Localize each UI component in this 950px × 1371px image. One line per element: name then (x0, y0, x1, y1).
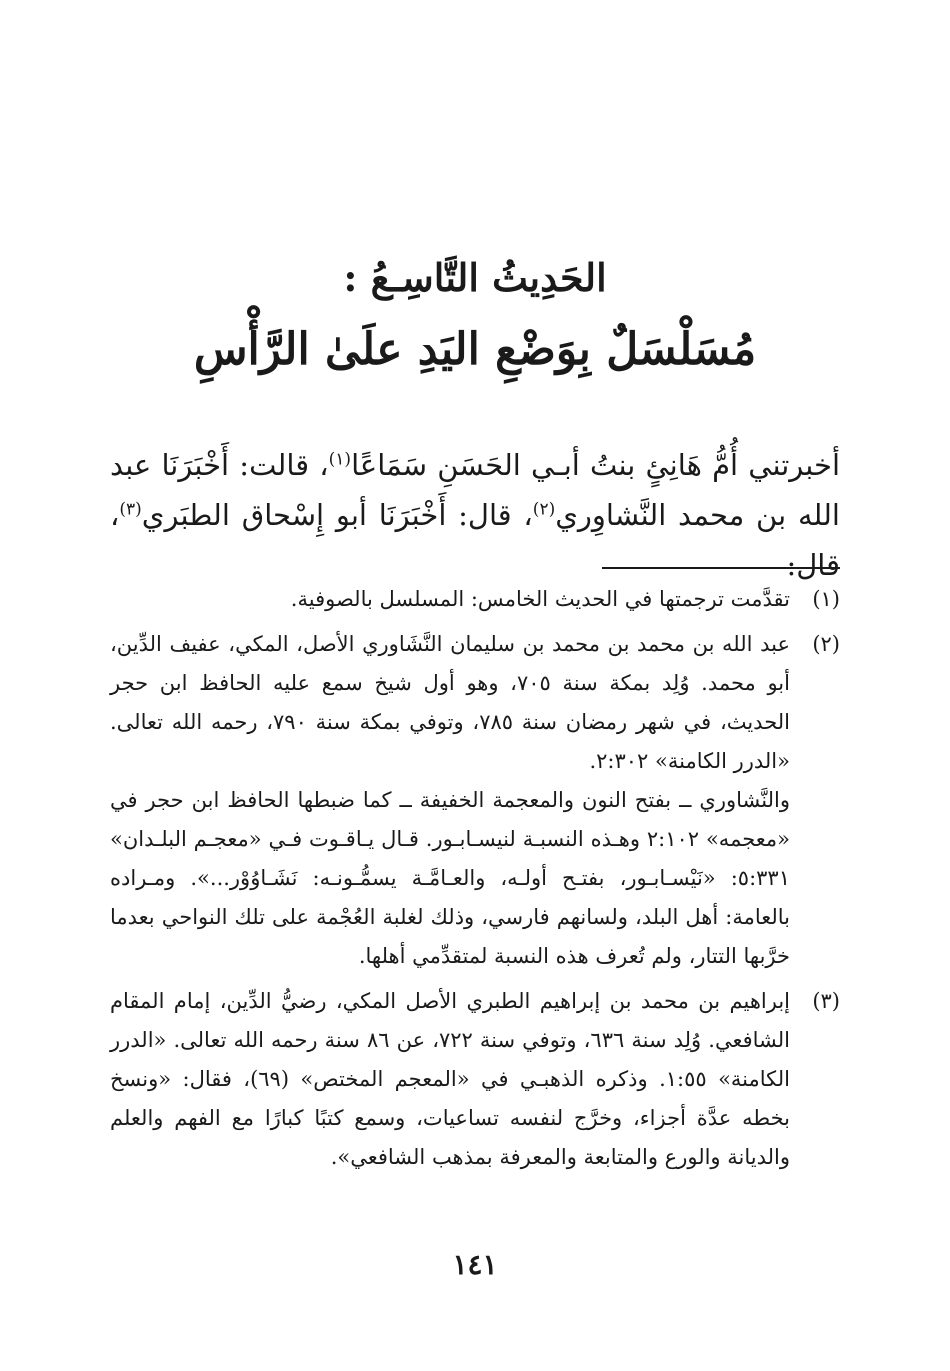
main-text-part: ، قالت: أَخْبَرَنَا عبد الله بن محمد النَّشاوِري (110, 448, 840, 532)
footnote-paragraph: تقدَّمت ترجمتها في الحديث الخامس: المسلسل بالصوفية. (290, 587, 790, 611)
page-number: ١٤١ (452, 1248, 498, 1281)
footnote-body (110, 580, 790, 619)
footnote-paragraph: إبراهيم بن محمد بن إبراهيم الطبري الأصل المكي، رضيُّ الدِّين، إمام المقام الشافعي. وُلِد سنة ٦٣٦، وتوفي سنة ٧٢٢، عن ٨٦ سنة رحمه الله تعالى. «الدرر الكامنة» ١:٥٥. وذكره الذهبـي في «المعجم المختص» (٦٩)، فقال: «ونسخ بخطه عدَّة أجزاء، وخرَّج لنفسه تساعيات، وسمع كتبًا كبارًا مع الفهم والعلم والديانة والورع والمتابعة والمعرفة بمذهب الشافعي». (110, 989, 790, 1169)
hadith-title: مُسَلْسَلٌ بِوَضْعِ اليَدِ علَىٰ الرَّأْسِ (193, 324, 757, 375)
footnote-paragraph: والنَّشاوري ــ بفتح النون والمعجمة الخفيفة ــ كما ضبطها الحافظ ابن حجر في «معجمه» ٢:١٠٢ وهـذه النسبـة لنيسـابـور. قـال يـاقـوت فـي «معجـم البلـدان» ٥:٣٣١: «نَيْسـابـور، بفتـح أولـه، والعـامَّـة يسمُّـونـه: نَشَـاوُوْر...». ومـراده بالعامة: أهل البلد، ولسانهم فارسي، وذلك لغلبة العُجْمة على تلك النواحي بعدما خرَّبها التتار، ولم تُعرف هذه النسبة لمتقدِّمي أهلها. (110, 788, 790, 968)
footnote-number: (٣) (812, 989, 840, 1013)
footnote-2 (110, 625, 840, 976)
main-text-part: ، قال: أَخْبَرَنَا أبو إِسْحاق الطبَري (141, 498, 533, 532)
hadith-heading (100, 248, 850, 386)
footnote-divider (602, 567, 840, 569)
footnote-ref-2: (٢) (532, 499, 556, 520)
main-text-part: أخبرتني أُمُّ هَانِئٍ بنتُ أبـي الحَسَنِ سَمَاعًا (351, 448, 841, 482)
footnote-number: (١) (812, 587, 840, 611)
hadith-number: الحَدِيثُ التَّاسِـعُ : (343, 255, 607, 300)
footnote-1 (110, 580, 840, 619)
footnote-ref-1: (١) (328, 449, 352, 470)
footnote-ref-3: (٣) (119, 499, 142, 520)
footnote-3 (110, 982, 840, 1177)
footnote-body (110, 625, 790, 976)
main-text-part: ، قال: (110, 498, 840, 582)
footnote-number: (٢) (812, 632, 840, 656)
footnotes (110, 580, 840, 1183)
footnote-body (110, 982, 790, 1177)
footnote-paragraph: عبد الله بن محمد بن محمد بن سليمان النَّشَاوري الأصل، المكي، عفيف الدِّين، أبو محمد. وُلِد بمكة سنة ٧٠٥، وهو أول شيخ سمع عليه الحافظ ابن حجر الحديث، في شهر رمضان سنة ٧٨٥، وتوفي بمكة سنة ٧٩٠، رحمه الله تعالى. «الدرر الكامنة» ٢:٣٠٢. (110, 632, 790, 773)
